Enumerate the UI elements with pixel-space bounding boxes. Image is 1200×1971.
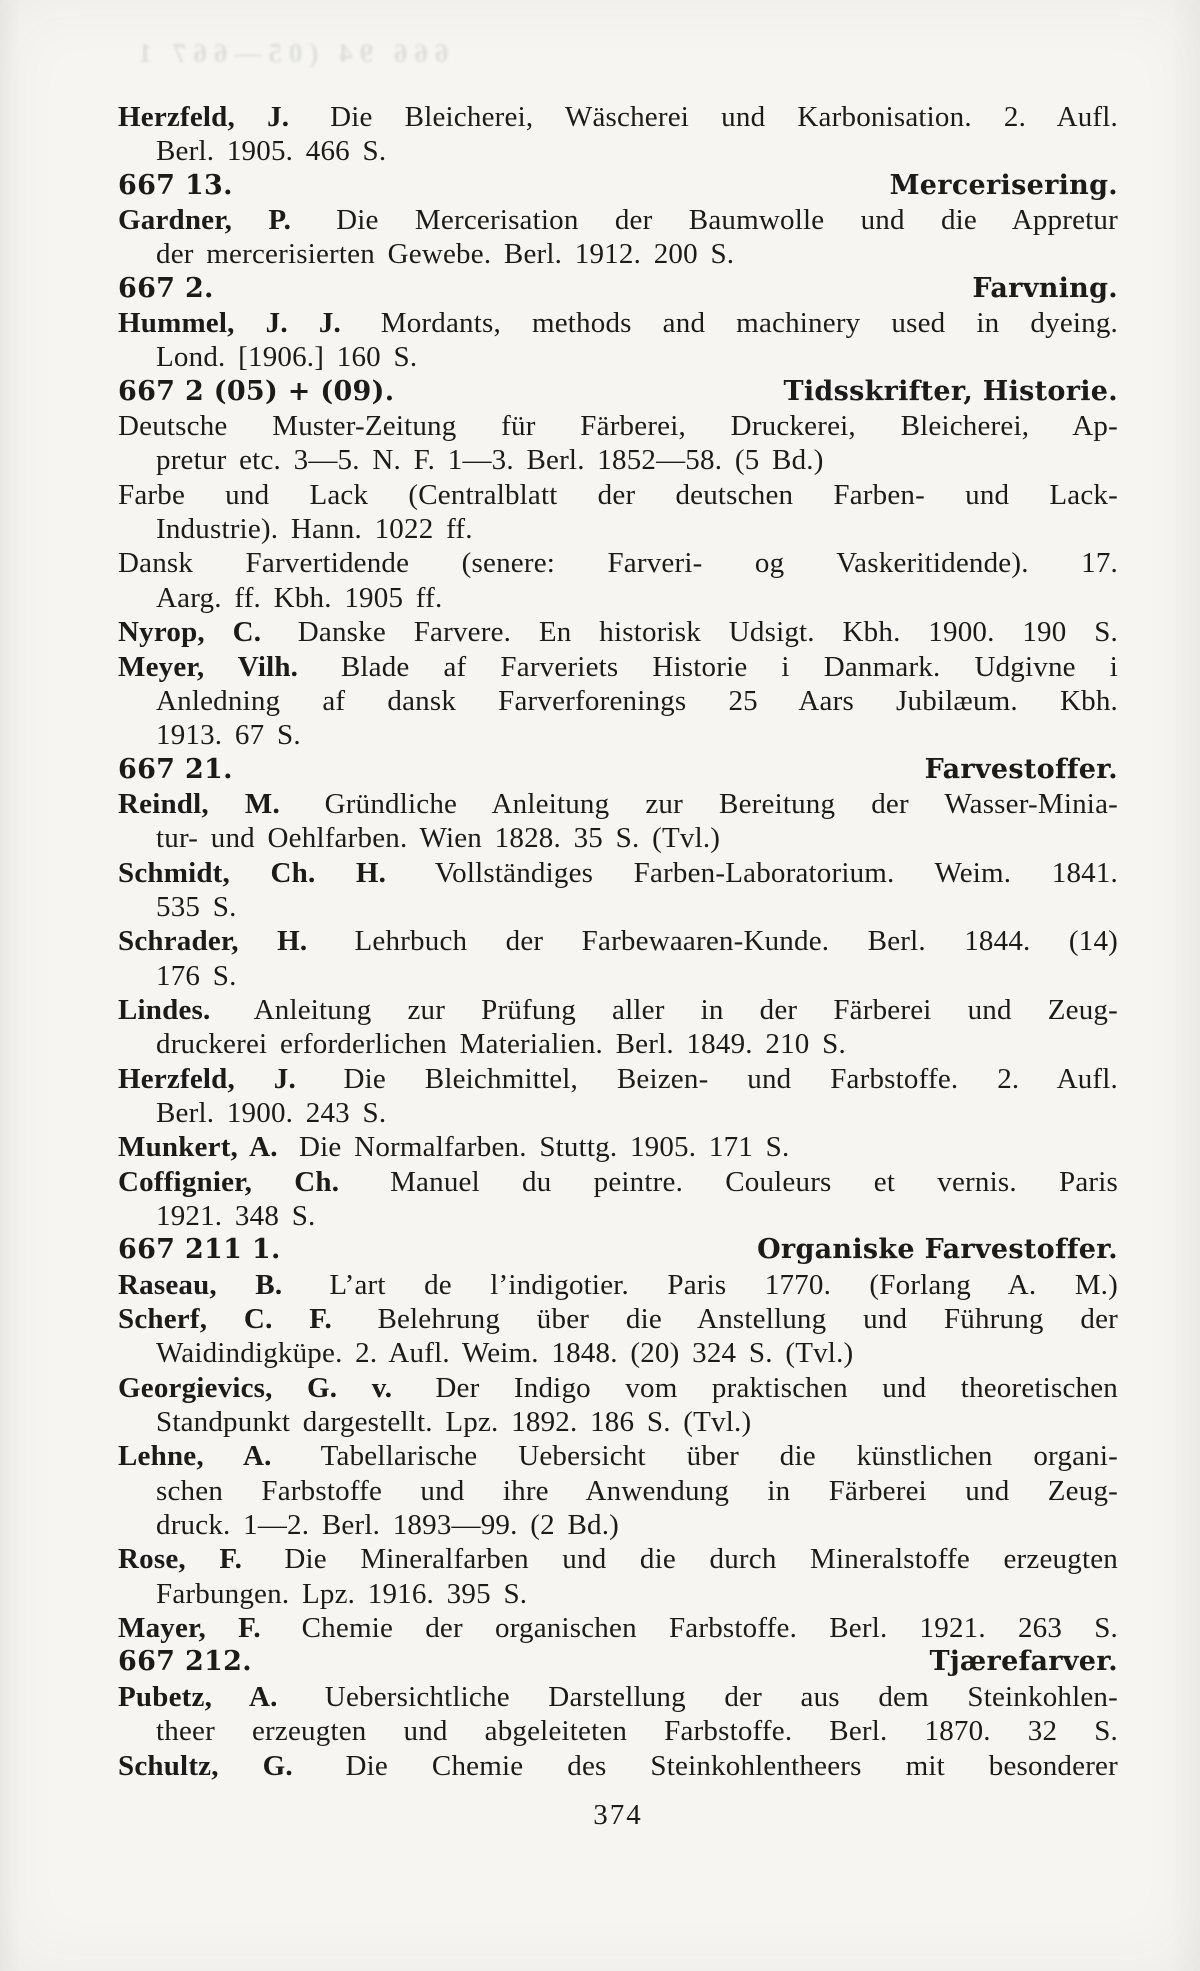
- bibliography-entry: [118, 1302, 1118, 1371]
- entry-author: Munkert, A.: [118, 1131, 278, 1164]
- entry-line: [118, 1371, 1118, 1405]
- entry-line: pretur etc. 3—5. N. F. 1—3. Berl. 1852—58. (5 Bd.): [156, 444, 824, 477]
- entry-line: Farbe und Lack (Centralblatt der deutschen Farben- und Lack-: [118, 478, 1118, 511]
- entry-text: Lehrbuch der Farbewaaren-Kunde. Berl. 1844. (14): [354, 925, 1119, 958]
- entry-author: Hummel, J. J.: [118, 307, 341, 340]
- entry-text: Gründliche Anleitung zur Bereitung der Wasser-Minia-: [324, 787, 1118, 820]
- entry-author: Rose, F.: [118, 1543, 243, 1576]
- page-number: 374: [593, 1799, 643, 1831]
- entry-line: druckerei erforderlichen Materialien. Berl. 1849. 210 S.: [156, 1028, 846, 1061]
- entry-author: Schrader, H.: [118, 925, 308, 958]
- entry-line: [118, 1130, 1118, 1164]
- section-category: Organiske Farvestoffer.: [757, 1234, 1118, 1266]
- bibliography-entry: [118, 1611, 1118, 1645]
- section-code: 667 211 1.: [118, 1234, 281, 1266]
- section-heading: [118, 169, 1118, 203]
- bibliography-entry: [118, 1130, 1118, 1164]
- entry-line: 176 S.: [156, 959, 237, 992]
- entry-author: Scherf, C. F.: [118, 1303, 332, 1336]
- section-heading: [118, 272, 1118, 306]
- entry-text: Die Mercerisation der Baumwolle und die Appretur: [336, 204, 1118, 237]
- entry-author: Lehne, A.: [118, 1440, 272, 1473]
- bibliography-entry: [118, 1439, 1118, 1542]
- section-category: Tjærefarver.: [929, 1646, 1118, 1678]
- entry-line: [118, 203, 1118, 237]
- entry-text: Tabellarische Uebersicht über die künstlichen organi-: [320, 1440, 1118, 1473]
- bibliography-entry: [118, 1062, 1118, 1131]
- entry-line: Berl. 1900. 243 S.: [156, 1096, 387, 1129]
- entry-author: Coffignier, Ch.: [118, 1165, 340, 1198]
- entry-line: [118, 1749, 1118, 1783]
- entry-line: [118, 787, 1118, 821]
- bibliography-entry: [118, 787, 1118, 856]
- entry-line: [118, 1439, 1118, 1473]
- bibliography-entry: [118, 409, 1118, 478]
- entry-author: Schmidt, Ch. H.: [118, 856, 387, 889]
- bibliography-entry: [118, 100, 1118, 169]
- entry-text: Manuel du peintre. Couleurs et vernis. Paris: [390, 1165, 1119, 1198]
- entry-text: Die Normalfarben. Stuttg. 1905. 171 S.: [299, 1131, 790, 1164]
- section-code: 667 212.: [118, 1646, 252, 1678]
- entry-line: schen Farbstoffe und ihre Anwendung in Färberei und Zeug-: [156, 1474, 1118, 1507]
- bibliography-entry: [118, 546, 1118, 615]
- entry-line: der mercerisierten Gewebe. Berl. 1912. 200 S.: [156, 238, 735, 271]
- section-category: Farvestoffer.: [924, 753, 1118, 785]
- entry-line: [118, 924, 1118, 958]
- entry-line: tur- und Oehlfarben. Wien 1828. 35 S. (Tvl.): [156, 822, 721, 855]
- entry-text: Die Chemie des Steinkohlentheers mit besonderer: [345, 1749, 1118, 1782]
- entry-line: [118, 1268, 1118, 1302]
- entry-text: Chemie der organischen Farbstoffe. Berl. 1921. 263 S.: [301, 1612, 1119, 1645]
- entry-line: [118, 1680, 1118, 1714]
- ghost-bleedthrough-text: 666 94 (05—667 1: [131, 38, 449, 68]
- entry-text: Mordants, methods and machinery used in dyeing.: [380, 307, 1118, 340]
- entry-line: Berl. 1905. 466 S.: [156, 135, 387, 168]
- entry-author: Nyrop, C.: [118, 616, 262, 649]
- bibliography-entry: [118, 306, 1118, 375]
- entry-text: Belehrung über die Anstellung und Führung der: [377, 1303, 1119, 1336]
- section-heading: [118, 1233, 1118, 1267]
- section-category: Farvning.: [972, 272, 1118, 304]
- entry-author: Raseau, B.: [118, 1268, 283, 1301]
- bibliography-entry: [118, 650, 1118, 753]
- entry-author: Reindl, M.: [118, 787, 280, 820]
- entry-line: [118, 306, 1118, 340]
- entry-line: Lond. [1906.] 160 S.: [156, 341, 418, 374]
- entry-text: Danske Farvere. En historisk Udsigt. Kbh. 1900. 190 S.: [297, 616, 1119, 649]
- entry-line: [118, 1611, 1118, 1645]
- entry-line: 1921. 348 S.: [156, 1200, 316, 1232]
- entry-text: Die Bleicherei, Wäscherei und Karbonisation. 2. Aufl.: [330, 101, 1118, 133]
- entry-text: Anleitung zur Prüfung aller in der Färberei und Zeug-: [253, 993, 1118, 1026]
- entry-author: Lindes.: [118, 993, 211, 1026]
- entry-line: Farbungen. Lpz. 1916. 395 S.: [156, 1577, 528, 1610]
- bibliography-entry: [118, 1165, 1118, 1234]
- bibliography-list: [118, 100, 1118, 1783]
- bibliography-entry: [118, 1371, 1118, 1440]
- bibliography-entry: [118, 1749, 1118, 1783]
- entry-line: Anledning af dansk Farverforenings 25 Aars Jubilæum. Kbh.: [156, 684, 1118, 717]
- entry-line: theer erzeugten und abgeleiteten Farbstoffe. Berl. 1870. 32 S.: [156, 1715, 1118, 1748]
- section-code: 667 21.: [118, 753, 233, 785]
- entry-line: Industrie). Hann. 1022 ff.: [156, 513, 473, 546]
- entry-text: L’art de l’indigotier. Paris 1770. (Forlang A. M.): [329, 1268, 1118, 1301]
- entry-line: Standpunkt dargestellt. Lpz. 1892. 186 S. (Tvl.): [156, 1406, 752, 1439]
- section-code: 667 2.: [118, 272, 214, 304]
- entry-author: Meyer, Vilh.: [118, 650, 299, 683]
- entry-author: Mayer, F.: [118, 1612, 261, 1645]
- bibliography-entry: [118, 856, 1118, 925]
- section-heading: [118, 753, 1118, 787]
- entry-text: Die Mineralfarben und die durch Mineralstoffe erzeugten: [284, 1543, 1118, 1576]
- entry-text: Vollständiges Farben-Laboratorium. Weim. 1841.: [434, 856, 1119, 889]
- entry-line: [118, 993, 1118, 1027]
- bibliography-entry: [118, 1542, 1118, 1611]
- entry-text: Die Bleichmittel, Beizen- und Farbstoffe. 2. Aufl.: [343, 1062, 1118, 1095]
- section-heading: [118, 1645, 1118, 1679]
- entry-line: Deutsche Muster-Zeitung für Färberei, Druckerei, Bleicherei, Ap-: [118, 410, 1118, 443]
- entry-line: 1913. 67 S.: [156, 719, 301, 752]
- bibliography-entry: [118, 993, 1118, 1062]
- bibliography-entry: [118, 1680, 1118, 1749]
- entry-line: [118, 1165, 1118, 1199]
- entry-line: Aarg. ff. Kbh. 1905 ff.: [156, 581, 443, 614]
- entry-author: Pubetz, A.: [118, 1680, 278, 1713]
- entry-author: Schultz, G.: [118, 1749, 293, 1782]
- bibliography-entry: [118, 478, 1118, 547]
- entry-author: Herzfeld, J.: [118, 1062, 296, 1095]
- entry-author: Georgievics, G. v.: [118, 1371, 393, 1404]
- entry-author: Herzfeld, J.: [118, 101, 290, 133]
- entry-line: [118, 856, 1118, 890]
- bibliography-entry: [118, 615, 1118, 649]
- bibliography-entry: [118, 1268, 1118, 1302]
- entry-line: [118, 100, 1118, 134]
- bibliography-entry: [118, 924, 1118, 993]
- section-category: Mercerisering.: [889, 169, 1118, 201]
- entry-line: Waidindigküpe. 2. Aufl. Weim. 1848. (20) 324 S. (Tvl.): [156, 1337, 854, 1370]
- entry-line: [118, 1542, 1118, 1576]
- bibliography-entry: [118, 203, 1118, 272]
- entry-line: druck. 1—2. Berl. 1893—99. (2 Bd.): [156, 1509, 620, 1542]
- entry-text: Uebersichtliche Darstellung der aus dem Steinkohlen-: [324, 1680, 1118, 1713]
- entry-text: Der Indigo vom praktischen und theoretischen: [435, 1371, 1118, 1404]
- entry-line: 535 S.: [156, 890, 237, 923]
- entry-line: [118, 1062, 1118, 1096]
- entry-author: Gardner, P.: [118, 204, 292, 237]
- section-code: 667 13.: [118, 169, 233, 201]
- entry-text: Blade af Farveriets Historie i Danmark. Udgivne i: [340, 650, 1118, 683]
- section-code: 667 2 (05) + (09).: [118, 375, 395, 407]
- section-category: Tidsskrifter, Historie.: [783, 375, 1118, 407]
- entry-line: [118, 615, 1118, 649]
- section-heading: [118, 375, 1118, 409]
- entry-line: [118, 1302, 1118, 1336]
- entry-line: [118, 650, 1118, 684]
- entry-line: Dansk Farvertidende (senere: Farveri- og Vaskeritidende). 17.: [118, 547, 1118, 580]
